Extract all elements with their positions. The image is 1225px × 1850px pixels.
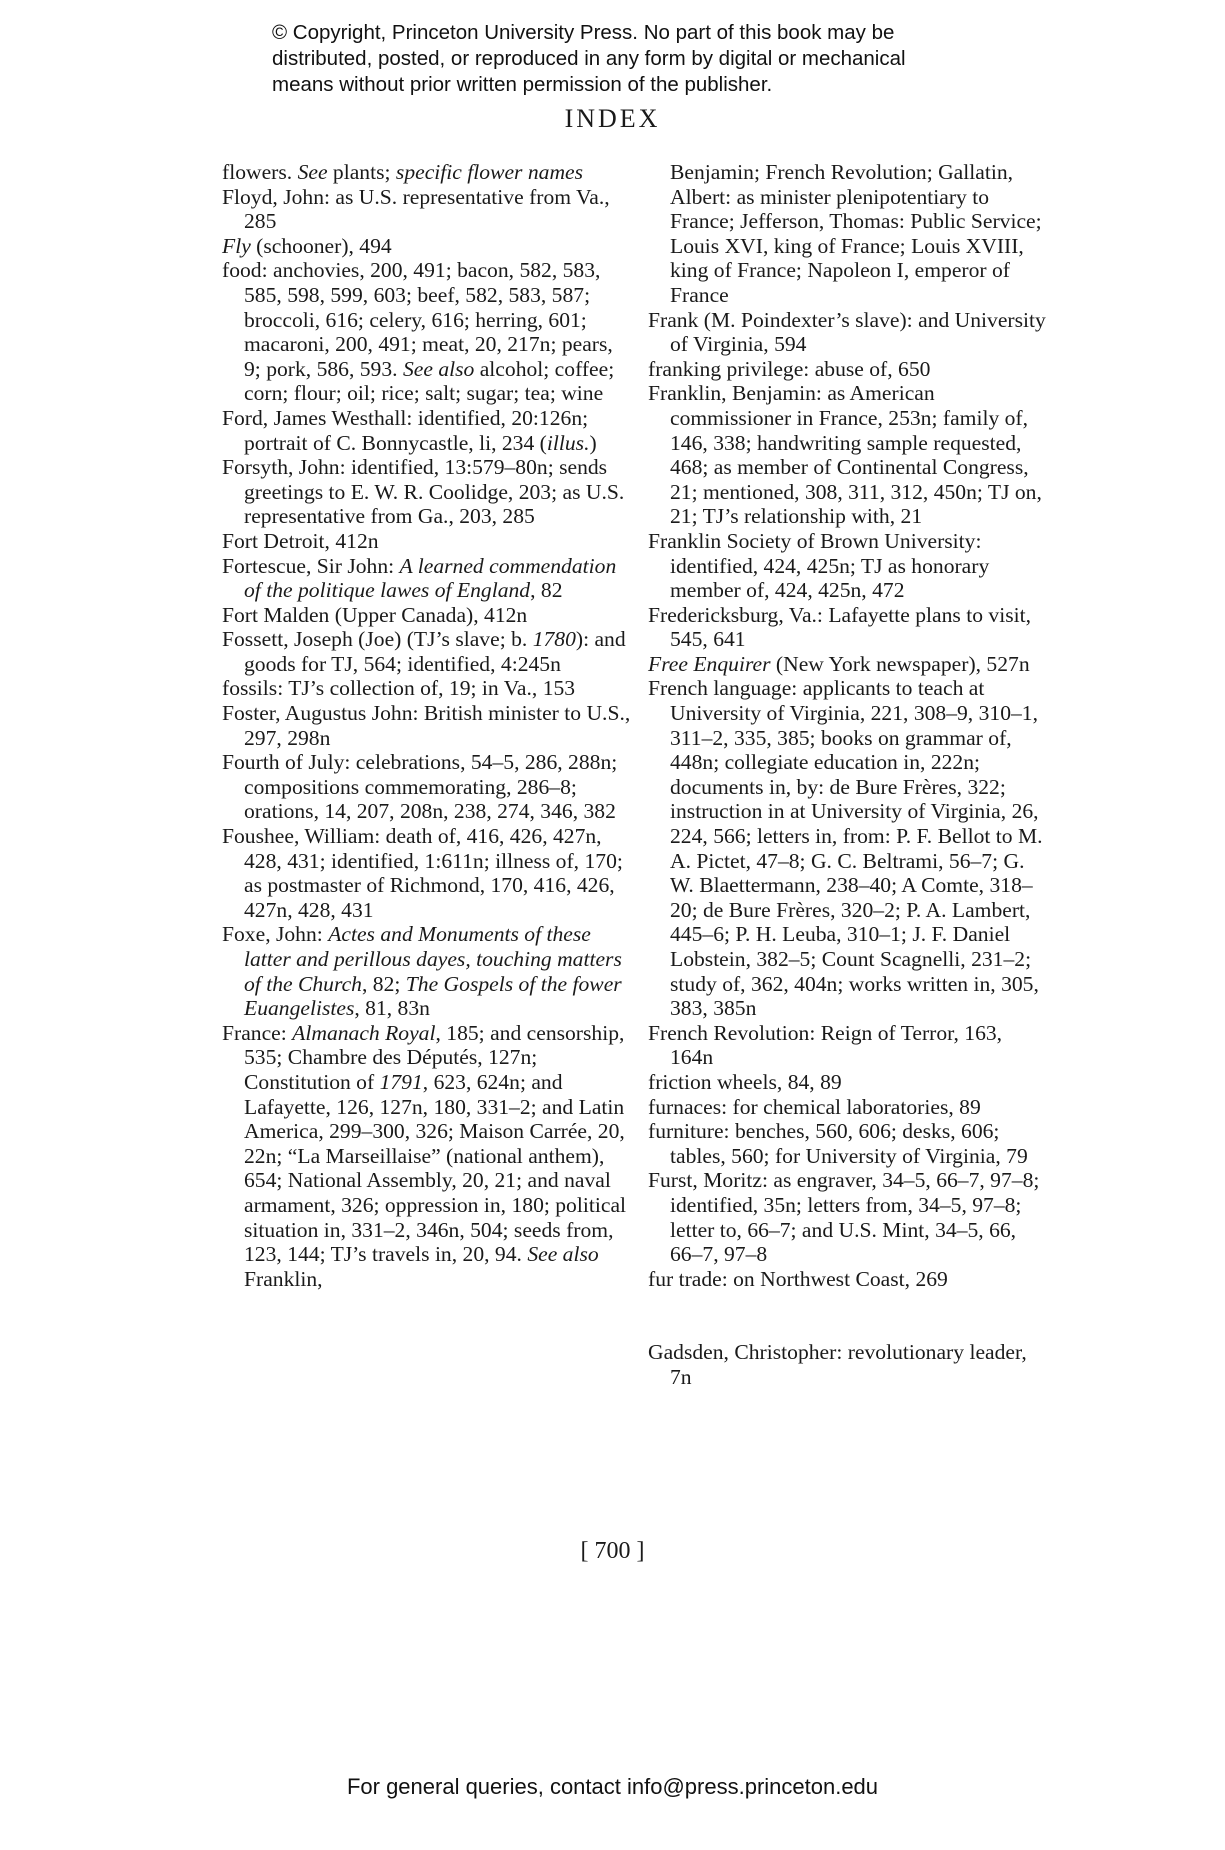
copyright-notice xyxy=(272,20,1072,98)
page-heading: INDEX xyxy=(564,104,661,133)
footer-contact: For general queries, contact info@press.princeton.edu xyxy=(346,1774,879,1799)
index-entry: Forsyth, John: identified, 13:579–80n; sends greetings to E. W. R. Coolidge, 203; as U.S. representative from Ga., 203, 285 xyxy=(222,455,625,529)
index-entry: French Revolution: Reign of Terror, 163, 164n xyxy=(648,1020,1003,1070)
index-entry: furnaces: for chemical laboratories, 89 xyxy=(648,1094,981,1119)
page-number: [ 700 ] xyxy=(580,1538,645,1564)
index-entry: Foxe, John: Actes and Monuments of these latter and perillous dayes, touching matters of the Church, 82; The Gospels of the fower Euangelistes, 81, 83n xyxy=(222,922,622,1021)
index-entry: Foushee, William: death of, 416, 426, 427n, 428, 431; identified, 1:611n; illness of, 170; as postmaster of Richmond, 170, 416, 426, 427n, 428, 431 xyxy=(222,824,623,922)
index-entry: franking privilege: abuse of, 650 xyxy=(648,356,931,381)
index-entry: fossils: TJ’s collection of, 19; in Va., 153 xyxy=(222,676,576,701)
index-entry: French language: applicants to teach at University of Virginia, 221, 308–9, 310–1, 311–2, 335, 385; books on grammar of, 448n; collegiate education in, 222n; documents in, by: de Bure Frères, 322; instruction in at University of Virginia, 26, 224, 566; letters in, from: P. F. Bellot to M. A. Pictet, 47–8; G. C. Beltrami, 56–7; G. W. Blaettermann, 238–40; A Comte, 318–20; de Bure Frères, 320–2; P. A. Lambert, 445–6; P. H. Leuba, 310–1; J. F. Daniel Lobstein, 382–5; Count Scagnelli, 231–2; study of, 362, 404n; works written in, 305, 383, 385n xyxy=(648,676,1043,1021)
index-column-left xyxy=(222,160,632,1291)
index-entry: Fortescue, Sir John: A learned commendation of the politique lawes of England, 82 xyxy=(222,553,617,603)
index-entry: Gadsden, Christopher: revolutionary leader, 7n xyxy=(648,1340,1027,1389)
index-entry: friction wheels, 84, 89 xyxy=(648,1069,842,1094)
index-entry: Fort Malden (Upper Canada), 412n xyxy=(222,602,528,627)
index-entry: Ford, James Westhall: identified, 20:126n; portrait of C. Bonnycastle, li, 234 (illus.) xyxy=(222,405,597,455)
letter-section-gap xyxy=(648,1291,1048,1340)
copyright-line-1: © Copyright, Princeton University Press. No part of this book may be xyxy=(272,21,895,44)
index-entry: France: Almanach Royal, 185; and censorship, 535; Chambre des Députés, 127n; Constitution of 1791, 623, 624n; and Lafayette, 126, 127n, 180, 331–2; and Latin America, 299–300, 326; Maison Carrée, 20, 22n; “La Marseillaise” (national anthem), 654; National Assembly, 20, 21; and naval armament, 326; oppression in, 180; political situation in, 331–2, 346n, 504; seeds from, 123, 144; TJ’s travels in, 20, 94. See also Franklin, xyxy=(222,1020,627,1291)
index-entry: Floyd, John: as U.S. representative from Va., 285 xyxy=(222,184,610,234)
index-entry: Fort Detroit, 412n xyxy=(222,528,379,553)
index-entry: Fourth of July: celebrations, 54–5, 286, 288n; compositions commemorating, 286–8; orations, 14, 207, 208n, 238, 274, 346, 382 xyxy=(222,750,618,824)
index-entry: Free Enquirer (New York newspaper), 527n xyxy=(648,651,1030,676)
index-entry: Furst, Moritz: as engraver, 34–5, 66–7, 97–8; identified, 35n; letters from, 34–5, 97–8; letter to, 66–7; and U.S. Mint, 34–5, 66, 66–7, 97–8 xyxy=(648,1168,1040,1267)
index-entry: Frank (M. Poindexter’s slave): and University of Virginia, 594 xyxy=(648,307,1046,357)
index-entry: Fly (schooner), 494 xyxy=(222,233,392,258)
index-entry: Franklin, Benjamin: as American commissioner in France, 253n; family of, 146, 338; handwriting sample requested, 468; as member of Continental Congress, 21; mentioned, 308, 311, 312, 450n; TJ on, 21; TJ’s relationship with, 21 xyxy=(648,381,1042,529)
copyright-line-2: distributed, posted, or reproduced in any form by digital or mechanical xyxy=(272,47,906,70)
copyright-line-3: means without prior written permission of the publisher. xyxy=(272,73,773,96)
index-entry-continuation: Benjamin; French Revolution; Gallatin, Albert: as minister plenipotentiary to France; Jefferson, Thomas: Public Service; Louis XVI, king of France; Louis XVIII, king of France; Napoleon I, emperor of France xyxy=(670,160,1042,307)
index-entry: food: anchovies, 200, 491; bacon, 582, 583, 585, 598, 599, 603; beef, 582, 583, 587; broccoli, 616; celery, 616; herring, 601; macaroni, 200, 491; meat, 20, 217n; pears, 9; pork, 586, 593. See also alcohol; coffee; corn; flour; oil; rice; salt; sugar; tea; wine xyxy=(222,258,615,406)
index-entry: fur trade: on Northwest Coast, 269 xyxy=(648,1266,948,1291)
index-entry: Franklin Society of Brown University: identified, 424, 425n; TJ as honorary member of, 424, 425n, 472 xyxy=(648,528,990,603)
index-entry: furniture: benches, 560, 606; desks, 606; tables, 560; for University of Virginia, 79 xyxy=(648,1119,1028,1168)
index-entry: flowers. See plants; specific flower names xyxy=(222,160,584,184)
index-entry: Fredericksburg, Va.: Lafayette plans to visit, 545, 641 xyxy=(648,602,1032,652)
index-entry: Fossett, Joseph (Joe) (TJ’s slave; b. 1780): and goods for TJ, 564; identified, 4:245n xyxy=(222,627,626,676)
index-column-right xyxy=(648,160,1048,1390)
index-entry: Foster, Augustus John: British minister to U.S., 297, 298n xyxy=(222,701,631,750)
